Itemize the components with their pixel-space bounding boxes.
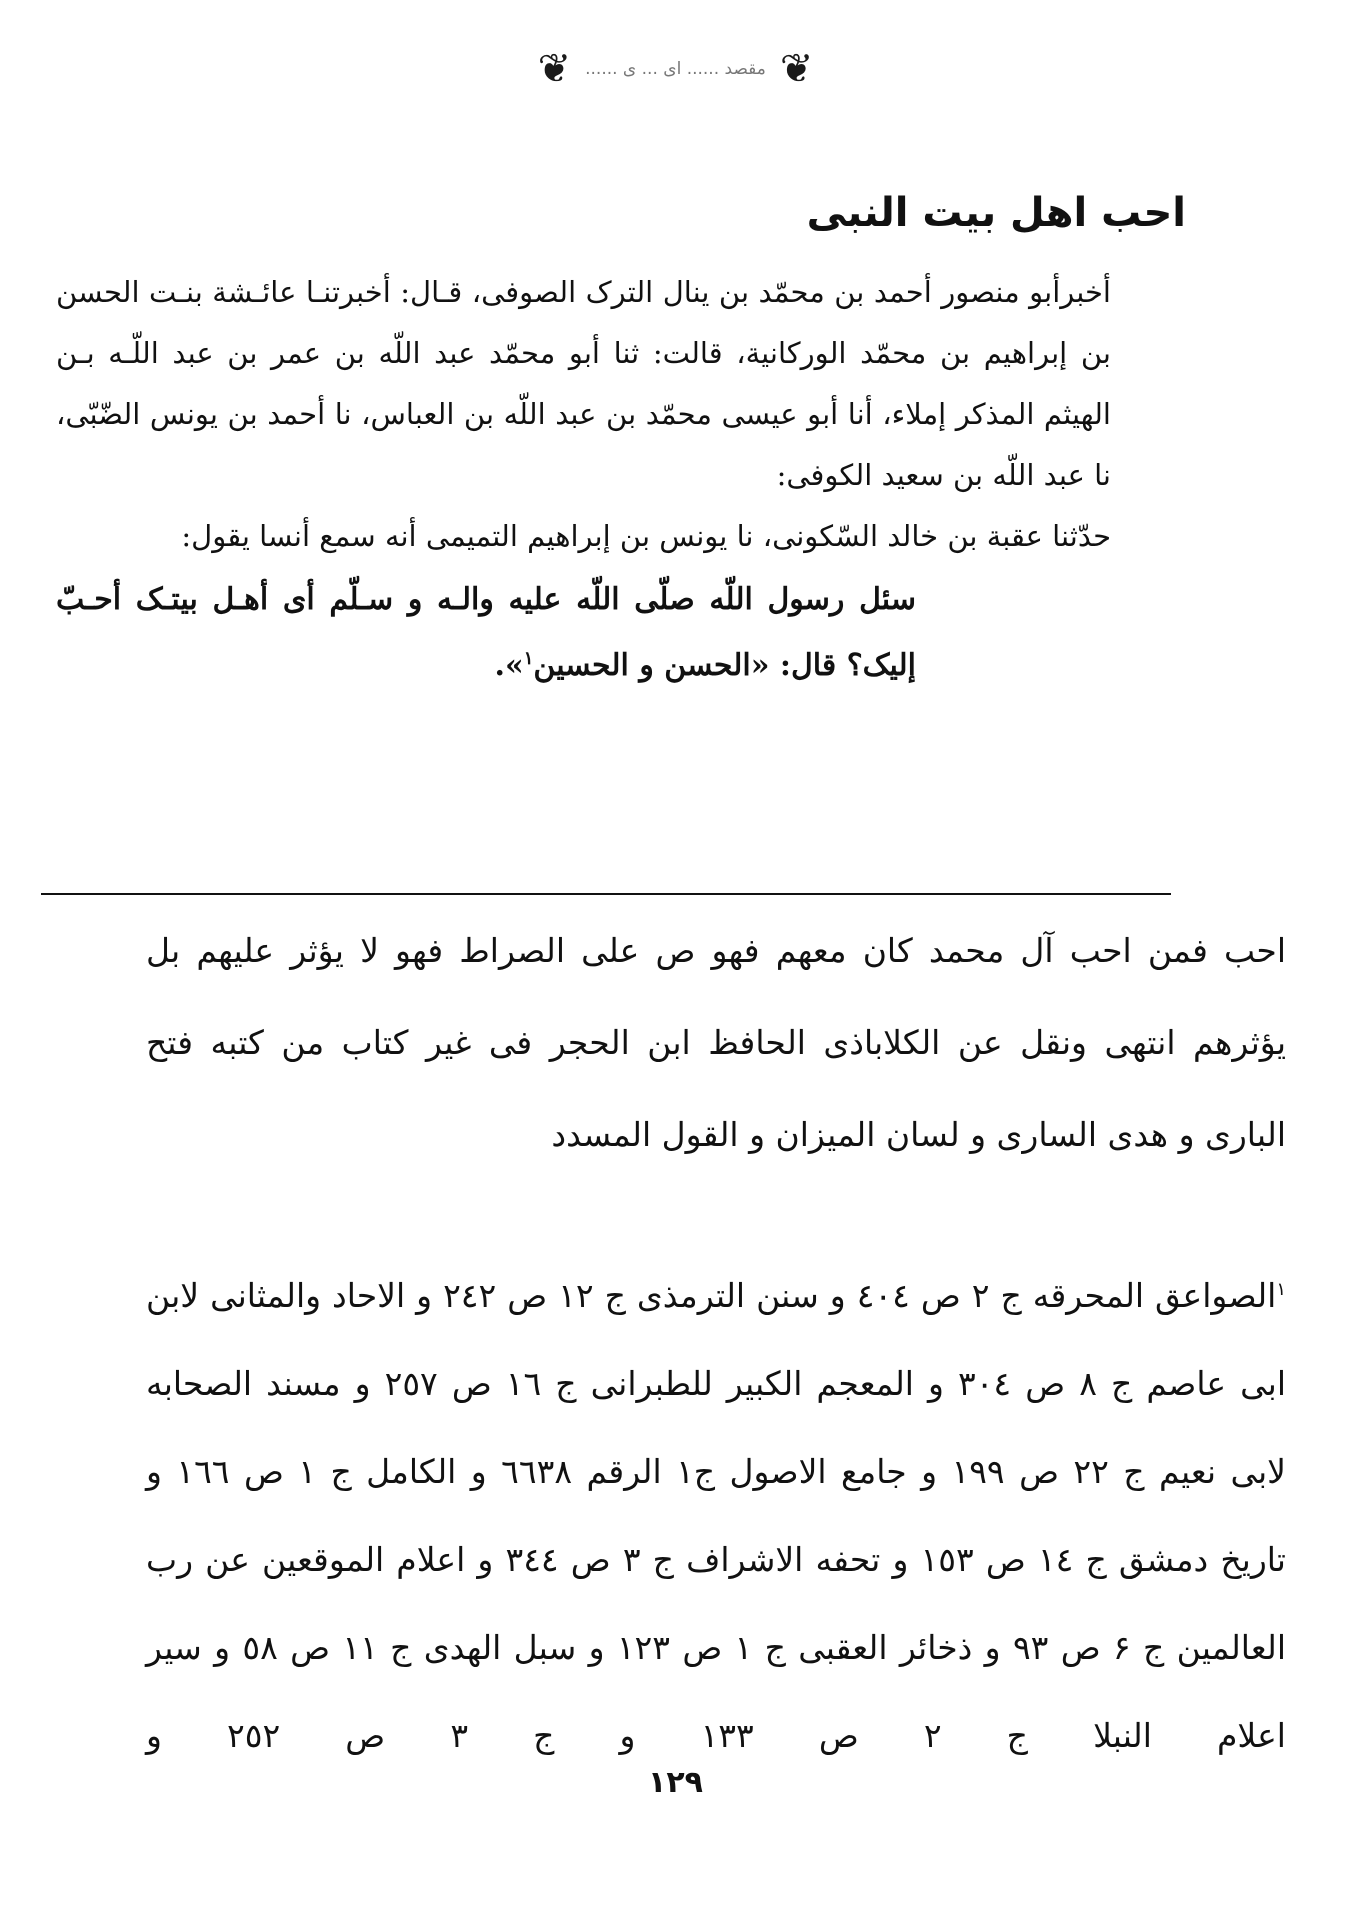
isnad-paragraph: أخبرأبو منصور أحمد بن محمّد بن ينال الترک الصوفى، قـال: أخبرتنـا عائـشة بنـت الحسن بن إبراهيم بن محمّد الوركانية، قالت: ثنا أبو محمّد عبد اللّه بن عمر بن عبد اللّـه بـن الهيثم المذكر إملاء، أنا أبو عيسى محمّد بن عبد اللّه بن العباس، نا أحمد بن يونس الضّبّى، نا عبد اللّه بن سعيد الكوفى:	[56, 275, 1111, 492]
page-number: ١٢٩	[648, 1765, 703, 1800]
section-title: احب اهل بيت النبى	[806, 190, 1186, 236]
hadith-body: سئل رسول اللّه صلّى اللّه عليه والـه و سـلّم أى أهـل بيتـک أحـبّ إليک؟ قال: «الحسن و الحسين	[56, 582, 916, 683]
footnote-divider	[41, 893, 1171, 895]
hadith-text	[56, 567, 1206, 699]
running-head-text: مقصد ...... ای ... ی ......	[585, 59, 766, 79]
footnote-text: الصواعق المحرقه ج ٢ ص ٤٠٤ و سنن الترمذى ج ١٢ ص ٢٤٢ و الاحاد والمثانى لابن ابى عاصم ج ٨ ص ٣٠٤ و المعجم الكبير للطبرانى ج ١٦ ص ٢٥٧ و مسند الصحابه لابى نعيم ج ٢٢ ص ١٩٩ و جامع الاصول ج١ الرقم ٦٦٣٨ و الكامل ج ١ ص ١٦٦ و تاريخ دمشق ج ١٤ ص ١٥٣ و تحفه الاشراف ج ٣ ص ٣٤٤ و اعلام الموقعين عن رب العالمين ج ۶ ص ٩٣ و ذخائر العقبى ج ١ ص ١٢٣ و سبل الهدى ج ١١ ص ٥٨ و سير اعلام النبلا ج ٢ ص ١٣٣ و ج ٣ ص ٢٥٢ و	[146, 1276, 1286, 1755]
footnote-reference: ١	[523, 648, 534, 669]
running-header	[0, 44, 1351, 94]
isnad-continuation: حدّثنا عقبة بن خالد السّكونى، نا يونس بن إبراهيم التميمى أنه سمع أنسا يقول:	[181, 519, 1111, 553]
hadith-close: ».	[494, 648, 524, 683]
footnote-marker: ١	[1276, 1279, 1286, 1300]
commentary-text: احب فمن احب آل محمد كان معهم فهو ص على الصراط فهو لا يؤثر عليهم بل يؤثرهم انتهى ونقل عن الكلاباذى الحافظ ابن الحجر فى غير كتاب من كتبه فتح البارى و هدى السارى و لسان الميزان و القول المسدد	[146, 931, 1286, 1154]
ornament-right-icon: ❦	[779, 46, 814, 92]
footnote	[146, 1252, 1286, 1780]
ornament-left-icon: ❦	[537, 46, 572, 92]
main-text	[56, 262, 1206, 699]
